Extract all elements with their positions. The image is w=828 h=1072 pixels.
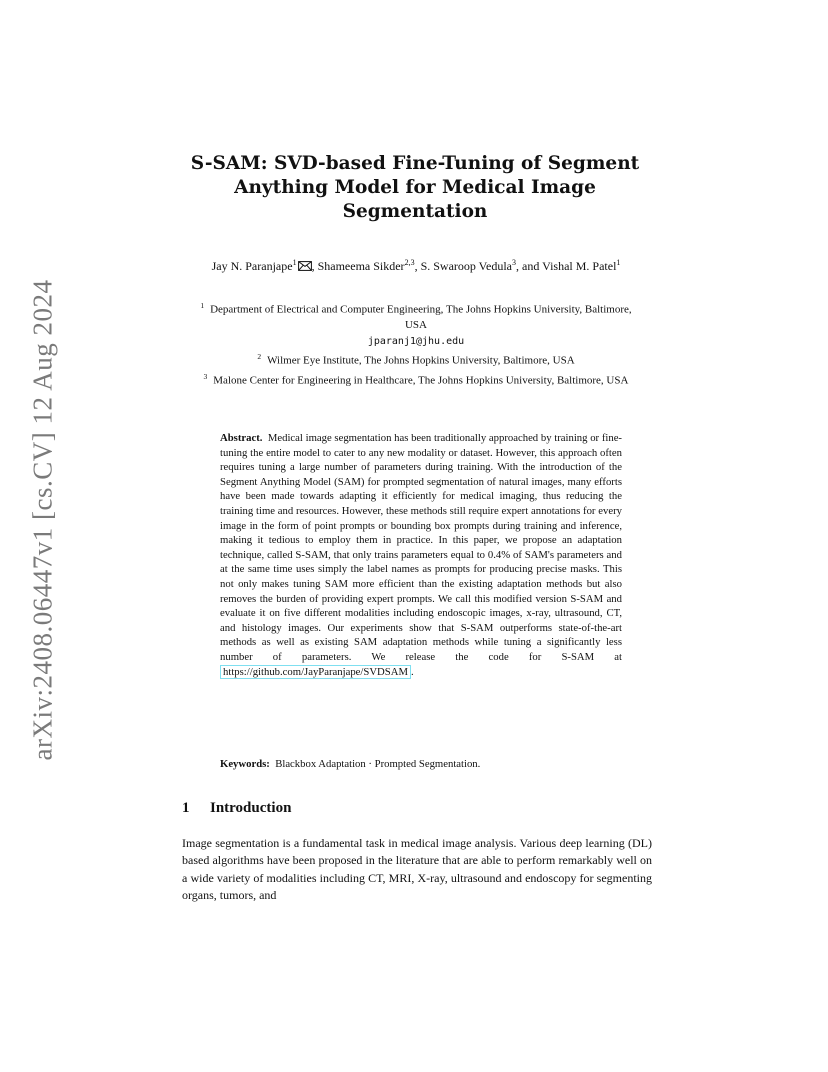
introduction-paragraph: Image segmentation is a fundamental task in medical image analysis. Various deep learning (DL) based algorithms have been proposed in the literature that are able to perform remarkably well on a wide variety of modalities including CT, MRI, X-ray, ultrasound and endoscopy for segmenting organs, tumors, and [182, 836, 652, 903]
arxiv-identifier: arXiv:2408.06447v1 [cs.CV] 12 Aug 2024 [27, 279, 58, 761]
code-repository-link[interactable]: https://github.com/JayParanjape/SVDSAM [220, 665, 411, 679]
keywords-text: Blackbox Adaptation · Prompted Segmentation. [275, 758, 481, 770]
envelope-icon [298, 261, 312, 271]
affiliation-list [190, 298, 642, 389]
section-number: 1 [182, 800, 190, 816]
abstract-text: Medical image segmentation has been traditionally approached by training or fine-tuning the entire model to cater to any new modality or dataset. However, this approach often requires tuning a large number of parameters during training. With the introduction of the Segment Anything Model (SAM) for prompted segmentation of natural images, many efforts have been made towards adapting it efficiently for medical imaging, thus reducing the training time and resources. However, these methods still require expert annotations for every image in the form of point prompts or bounding box prompts during training and inference, making it tedious to employ them in practice. In this paper, we propose an adaptation technique, called S-SAM, that only trains parameters equal to 0.4% of SAM's parameters and at the same time uses simply the label names as prompts for producing precise masks. This not only makes tuning SAM more efficient than the existing adaptation methods but also removes the burden of providing expert prompts. We call this modified version S-SAM and evaluate it on five different modalities including endoscopic images, x-ray, ultrasound, CT, and histology images. Our experiments show that S-SAM outperforms state-of-the-art methods as well as existing SAM adaptation methods while tuning a significantly less number of parameters. We release the code for S-SAM at [220, 432, 622, 663]
author-name: S. Swaroop Vedula [420, 259, 513, 273]
affiliation-1: $^1$ Department of Electrical and Computer Engineering, The Johns Hopkins University, Baltimore, USA [200, 301, 632, 332]
section-heading [182, 800, 291, 817]
affiliation-3: $^3$ Malone Center for Engineering in Healthcare, The Johns Hopkins University, Baltimore, USA [203, 372, 629, 387]
author-affil-sup: 1 [616, 258, 621, 267]
author-email: jparanj1@jhu.edu [367, 335, 465, 347]
keywords-label: Keywords: [220, 758, 270, 770]
affiliation-2: $^2$ Wilmer Eye Institute, The Johns Hopkins University, Baltimore, USA [257, 352, 575, 367]
author-list: Jay N. Paranjape$^1$ , Shameema Sikder$^{2,3}$, S. Swaroop Vedula$^3$, and Vishal M. Patel$^1$ [211, 258, 621, 273]
author-affil-sup: 1 [292, 258, 297, 267]
author-name: Jay N. Paranjape [211, 259, 293, 273]
author-affil-sup: 2,3 [404, 258, 415, 267]
author-affil-sup: 3 [512, 258, 517, 267]
keywords [220, 757, 622, 772]
section-title: Introduction [210, 800, 292, 816]
abstract-label: Abstract. [220, 432, 263, 444]
author-name: Vishal M. Patel [542, 259, 617, 273]
author-name: Shameema Sikder [317, 259, 405, 273]
paper-title: S-SAM: SVD-based Fine-Tuning of Segment Anything Model for Medical Image Segmentation [190, 153, 640, 222]
abstract: Abstract. Medical image segmentation has been traditionally approached by training or fine-tuning the entire model to cater to any new modality or dataset. However, this approach often requires tuning a large number of parameters during training. With the introduction of the Segment Anything Model (SAM) for prompted segmentation of natural images, many efforts have been made towards adapting it efficiently for medical imaging, thus reducing the training time and resources. However, these methods still require expert annotations for every image in the form of point prompts or bounding box prompts during training and inference, making it tedious to employ them in practice. In this paper, we propose an adaptation technique, called S-SAM, that only trains parameters equal to 0.4% of SAM's parameters and at the same time uses simply the label names as prompts for producing precise masks. This not only makes tuning SAM more efficient than the existing adaptation methods but also removes the burden of providing expert prompts. We call this modified version S-SAM and evaluate it on five different modalities including endoscopic images, x-ray, ultrasound, CT, and histology images. Our experiments show that S-SAM outperforms state-of-the-art methods as well as existing SAM adaptation methods while tuning a significantly less number of parameters. We release the code for S-SAM at https://github.com/JayParanjape/SVDSAM . [220, 432, 622, 678]
